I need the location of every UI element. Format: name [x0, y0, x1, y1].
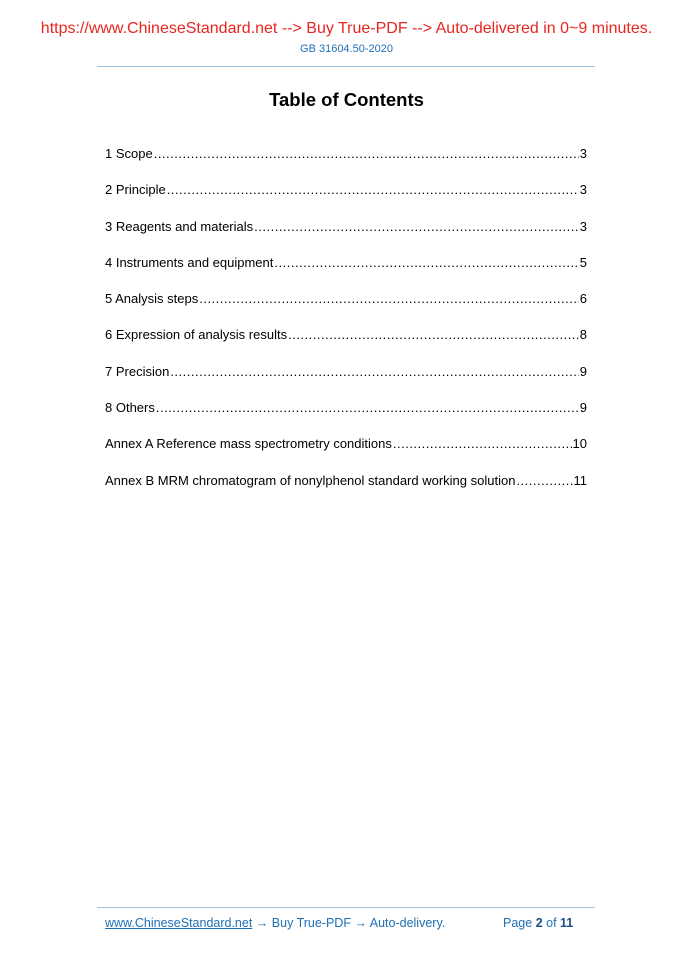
arrow-right-icon: → — [354, 916, 367, 930]
toc-entry-text: 3 Reagents and materials — [105, 218, 254, 234]
toc-entry-page: 9 — [579, 400, 587, 416]
toc-entry-text: 2 Principle — [105, 182, 166, 198]
toc-entry-annex-a[interactable] — [105, 436, 587, 472]
toc-entry-page: 6 — [579, 291, 587, 307]
toc-entry-text: Annex B MRM chromatogram of nonylphenol standard working solution — [105, 472, 516, 488]
toc-entry-expression-results[interactable] — [105, 327, 587, 363]
toc-dot-leader — [156, 400, 579, 416]
current-page-number: 2 — [535, 916, 543, 930]
toc-dot-leader — [154, 146, 579, 162]
toc-entry-text: Annex A Reference mass spectrometry conditions — [105, 436, 392, 452]
toc-dot-leader — [167, 182, 579, 198]
toc-entry-page: 3 — [579, 146, 587, 161]
standard-code-header: GB 31604.50-2020 — [300, 43, 393, 55]
toc-entry-page: 3 — [579, 182, 587, 198]
footer-site-link[interactable]: www.ChineseStandard.net — [105, 916, 253, 930]
toc-dot-leader — [393, 436, 572, 452]
toc-entry-text: 8 Others — [105, 400, 155, 416]
promo-banner-link[interactable]: https://www.ChineseStandard.net --> Buy True-PDF --> Auto-delivered in 0~9 minutes. — [40, 20, 653, 37]
toc-entry-annex-b[interactable] — [105, 473, 587, 509]
toc-entry-text: 4 Instruments and equipment — [105, 254, 274, 270]
toc-entry-page: 10 — [572, 436, 587, 452]
page-label: Page — [503, 916, 533, 930]
toc-entry-precision[interactable] — [105, 364, 587, 400]
toc-entry-text: 5 Analysis steps — [105, 291, 199, 307]
toc-entry-text: 7 Precision — [105, 363, 170, 379]
toc-entry-text: 6 Expression of analysis results — [105, 327, 288, 343]
footer-buy-text: Buy True-PDF — [271, 916, 351, 930]
toc-entry-page: 5 — [579, 254, 587, 270]
toc-dot-leader — [254, 219, 579, 235]
toc-entry-page: 3 — [579, 218, 587, 234]
toc-dot-leader — [288, 327, 579, 343]
toc-entry-analysis-steps[interactable] — [105, 291, 587, 327]
footer-divider — [97, 907, 595, 908]
footer-delivery-text: Auto-delivery. — [369, 916, 446, 930]
toc-entry-reagents[interactable] — [105, 219, 587, 255]
toc-dot-leader — [170, 364, 578, 380]
page-indicator — [503, 916, 573, 930]
toc-dot-leader — [274, 255, 578, 271]
of-label: of — [546, 916, 557, 930]
toc-dot-leader — [516, 473, 572, 489]
header-divider — [97, 66, 595, 67]
toc-entry-text: 1 Scope — [105, 146, 153, 161]
toc-entry-others[interactable] — [105, 400, 587, 436]
arrow-right-icon: → — [255, 916, 269, 930]
toc-entry-principle[interactable] — [105, 182, 587, 218]
toc-entry-page: 11 — [573, 472, 587, 488]
toc-entry-page: 9 — [579, 363, 587, 379]
table-of-contents — [105, 146, 587, 509]
toc-dot-leader — [199, 291, 579, 307]
page-title: Table of Contents — [269, 89, 424, 110]
toc-entry-scope[interactable] — [105, 146, 587, 182]
toc-entry-page: 8 — [579, 327, 587, 343]
footer-promo — [105, 916, 445, 930]
total-page-number: 11 — [560, 916, 574, 930]
toc-entry-instruments[interactable] — [105, 255, 587, 291]
